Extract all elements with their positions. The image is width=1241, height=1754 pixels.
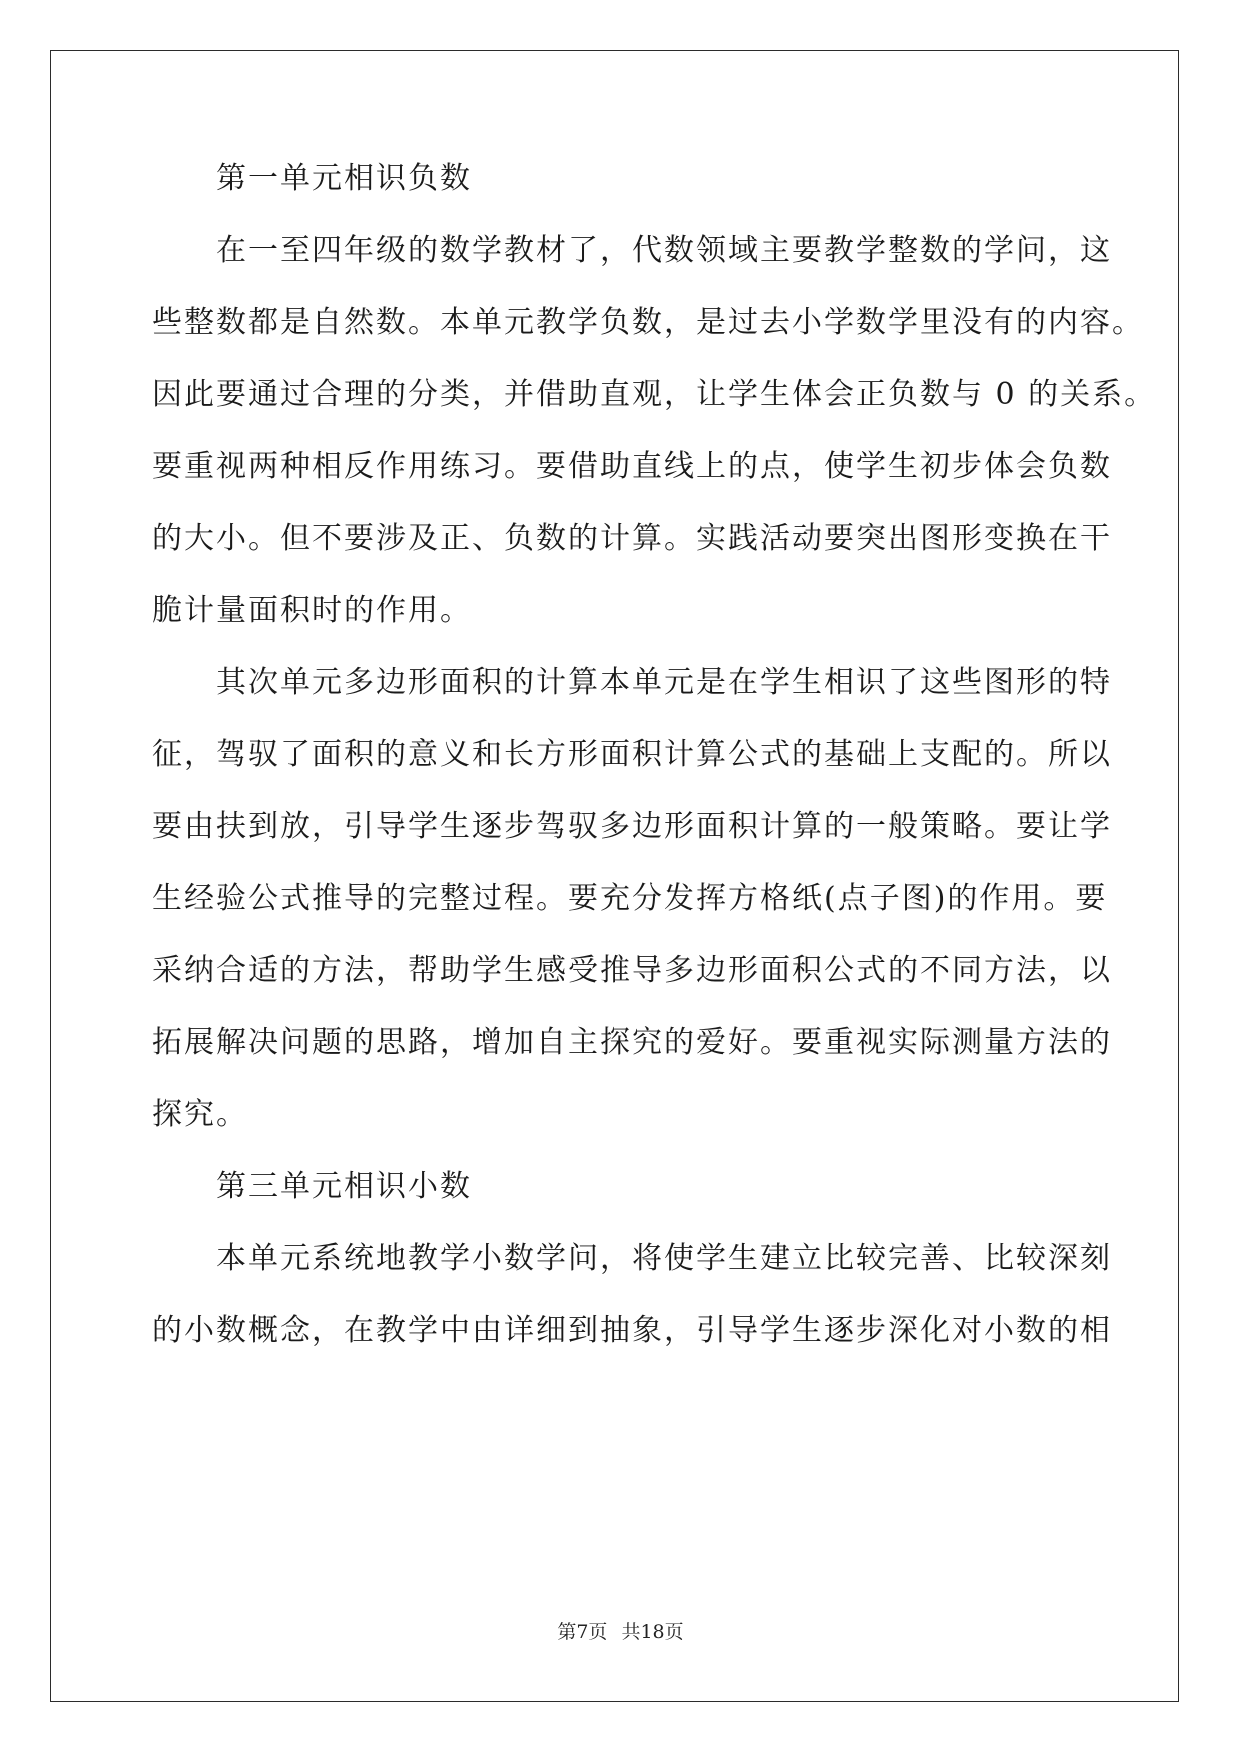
paragraph-line: 要由扶到放，引导学生逐步驾驭多边形面积计算的一般策略。要让学	[152, 809, 1112, 844]
page-border	[50, 50, 1179, 1702]
paragraph-line: 拓展解决问题的思路，增加自主探究的爱好。要重视实际测量方法的	[152, 1025, 1112, 1060]
paragraph-line: 探究。	[152, 1097, 248, 1132]
paragraph-line: 征，驾驭了面积的意义和长方形面积计算公式的基础上支配的。所以	[152, 737, 1112, 772]
paragraph-line: 脆计量面积时的作用。	[152, 593, 472, 628]
paragraph-line: 采纳合适的方法，帮助学生感受推导多边形面积公式的不同方法，以	[152, 953, 1112, 988]
paragraph-line: 本单元系统地教学小数学问，将使学生建立比较完善、比较深刻	[216, 1241, 1112, 1276]
paragraph-line: 要重视两种相反作用练习。要借助直线上的点，使学生初步体会负数	[152, 449, 1112, 484]
page-number-current: 第7页	[557, 1621, 608, 1643]
heading-unit-1: 第一单元相识负数	[216, 161, 472, 196]
paragraph-line: 生经验公式推导的完整过程。要充分发挥方格纸(点子图)的作用。要	[152, 881, 1108, 916]
page-footer	[0, 1620, 1241, 1644]
paragraph-line: 些整数都是自然数。本单元教学负数，是过去小学数学里没有的内容。	[152, 305, 1144, 340]
paragraph-line: 的小数概念，在教学中由详细到抽象，引导学生逐步深化对小数的相	[152, 1313, 1112, 1348]
paragraph-line: 的大小。但不要涉及正、负数的计算。实践活动要突出图形变换在干	[152, 521, 1112, 556]
paragraph-line: 其次单元多边形面积的计算本单元是在学生相识了这些图形的特	[216, 665, 1112, 700]
heading-unit-3: 第三单元相识小数	[216, 1169, 472, 1204]
paragraph-line: 在一至四年级的数学教材了，代数领域主要教学整数的学问，这	[216, 233, 1112, 268]
paragraph-line: 因此要通过合理的分类，并借助直观，让学生体会正负数与 0 的关系。	[152, 377, 1157, 412]
page-number-total: 共18页	[621, 1621, 684, 1643]
